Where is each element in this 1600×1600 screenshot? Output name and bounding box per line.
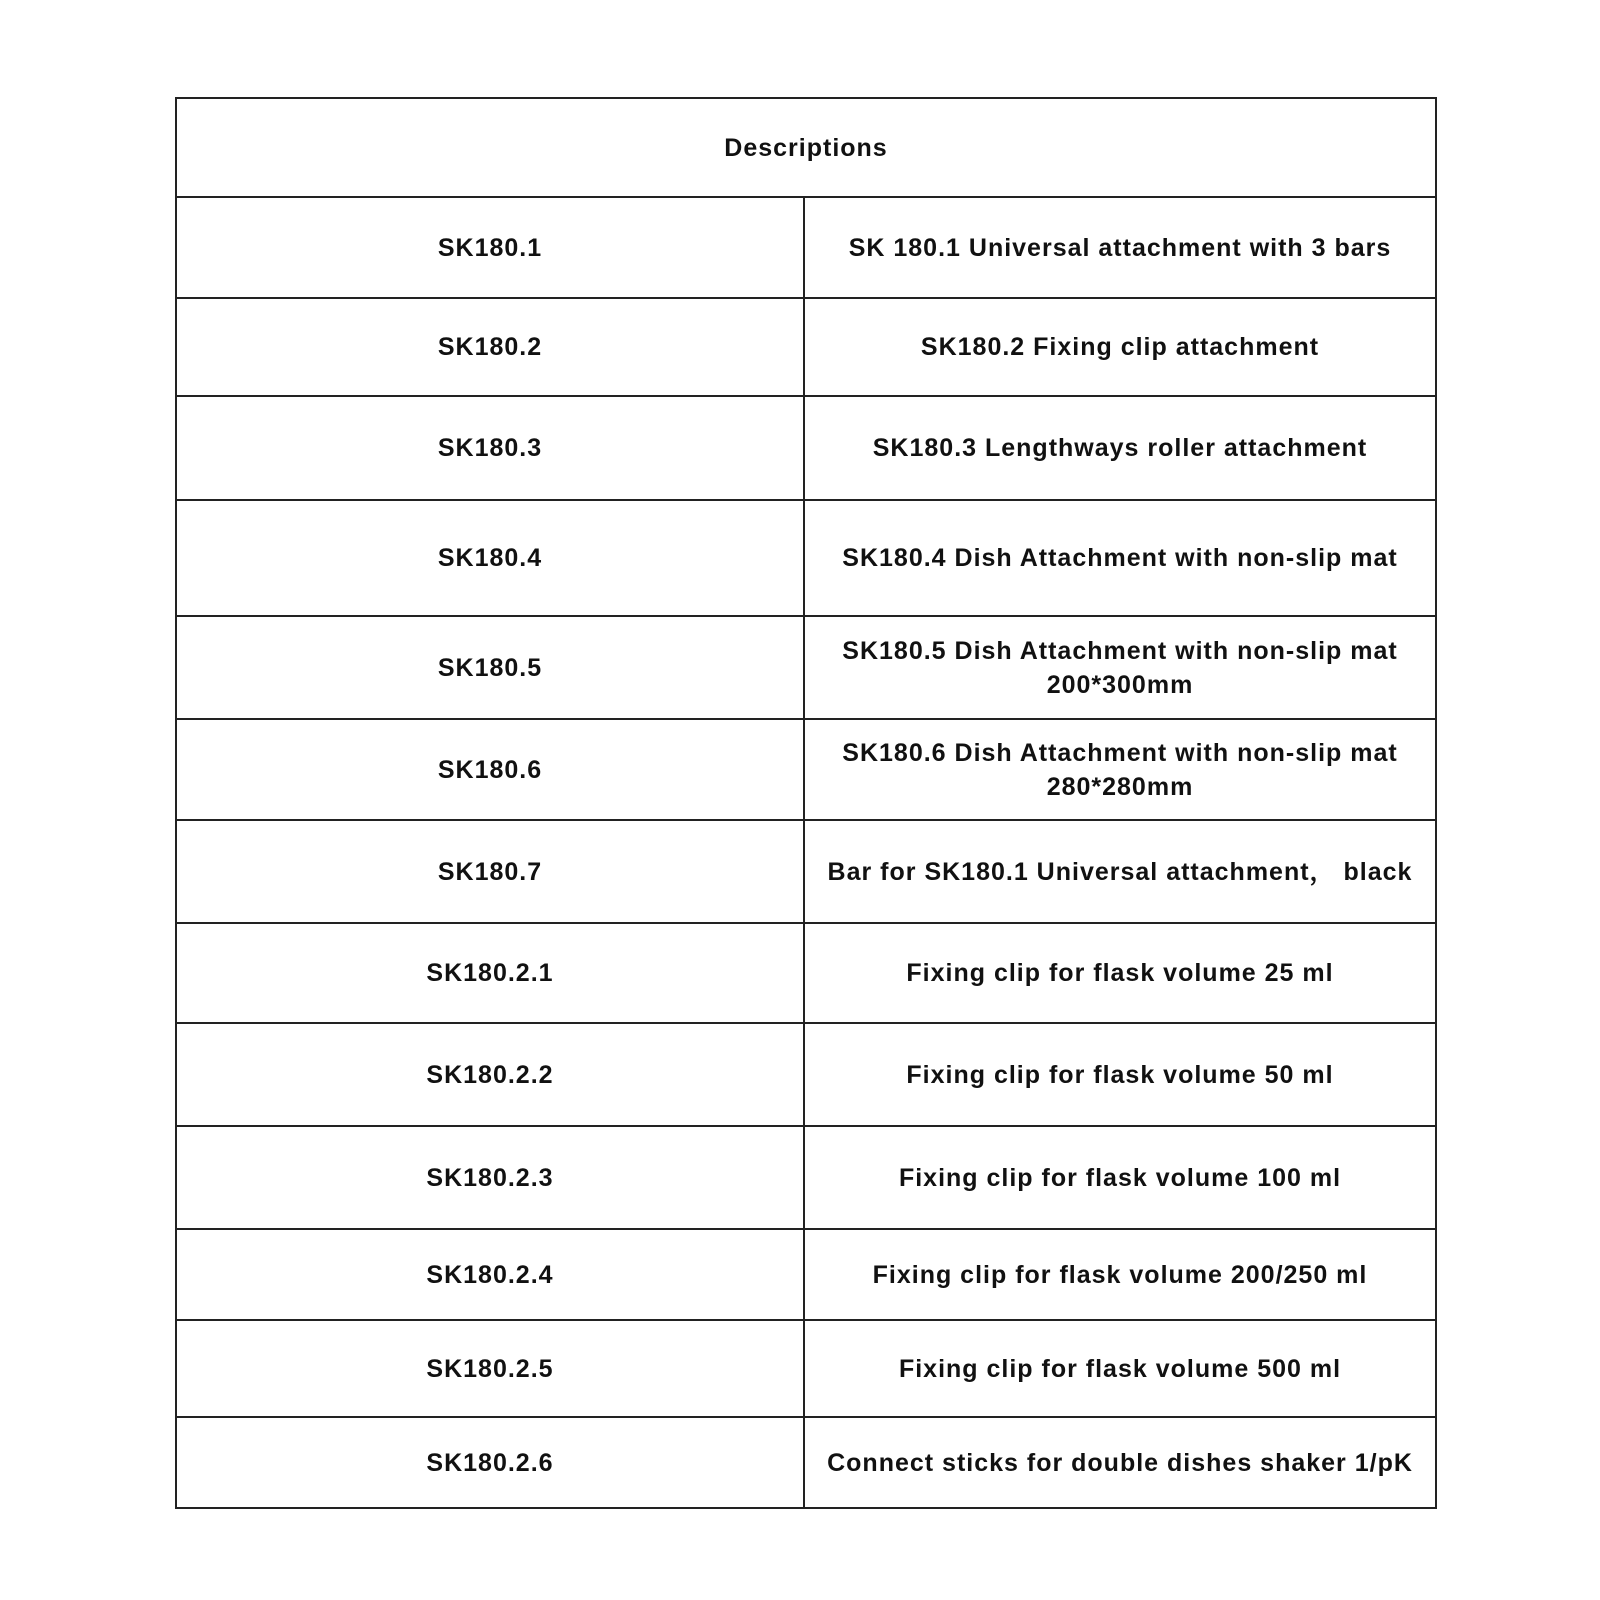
table-header: Descriptions: [176, 98, 1436, 197]
code-cell: SK180.6: [176, 719, 804, 820]
code-cell: SK180.2.3: [176, 1126, 804, 1229]
code-cell: SK180.1: [176, 197, 804, 298]
table-row: [176, 1023, 1436, 1126]
code-cell: SK180.2: [176, 298, 804, 396]
description-cell: Bar for SK180.1 Universal attachment， black: [804, 820, 1436, 923]
table-row: [176, 1229, 1436, 1320]
table-row: [176, 1126, 1436, 1229]
table-body: [176, 197, 1436, 1508]
table-row: [176, 396, 1436, 500]
code-cell: SK180.2.4: [176, 1229, 804, 1320]
code-cell: SK180.2.6: [176, 1417, 804, 1508]
code-cell: SK180.2.5: [176, 1320, 804, 1417]
table-row: [176, 923, 1436, 1023]
code-cell: SK180.4: [176, 500, 804, 616]
table-row: [176, 197, 1436, 298]
code-cell: SK180.3: [176, 396, 804, 500]
description-cell: SK180.2 Fixing clip attachment: [804, 298, 1436, 396]
table-row: [176, 298, 1436, 396]
description-cell: Fixing clip for flask volume 100 ml: [804, 1126, 1436, 1229]
description-cell: Fixing clip for flask volume 50 ml: [804, 1023, 1436, 1126]
descriptions-table: [175, 97, 1437, 1509]
description-cell: Fixing clip for flask volume 500 ml: [804, 1320, 1436, 1417]
table-row: [176, 719, 1436, 820]
code-cell: SK180.2.2: [176, 1023, 804, 1126]
code-cell: SK180.2.1: [176, 923, 804, 1023]
table-header-row: [176, 98, 1436, 197]
description-cell: Fixing clip for flask volume 200/250 ml: [804, 1229, 1436, 1320]
description-cell: SK 180.1 Universal attachment with 3 bars: [804, 197, 1436, 298]
table-row: [176, 500, 1436, 616]
table-row: [176, 820, 1436, 923]
code-cell: SK180.5: [176, 616, 804, 719]
description-cell: SK180.4 Dish Attachment with non-slip mat: [804, 500, 1436, 616]
description-cell: SK180.6 Dish Attachment with non-slip mat 280*280mm: [804, 719, 1436, 820]
table-row: [176, 1320, 1436, 1417]
description-cell: SK180.3 Lengthways roller attachment: [804, 396, 1436, 500]
description-cell: Fixing clip for flask volume 25 ml: [804, 923, 1436, 1023]
code-cell: SK180.7: [176, 820, 804, 923]
table-row: [176, 616, 1436, 719]
description-cell: SK180.5 Dish Attachment with non-slip mat 200*300mm: [804, 616, 1436, 719]
descriptions-sheet: [175, 97, 1435, 1509]
description-cell: Connect sticks for double dishes shaker 1/pK: [804, 1417, 1436, 1508]
table-row: [176, 1417, 1436, 1508]
